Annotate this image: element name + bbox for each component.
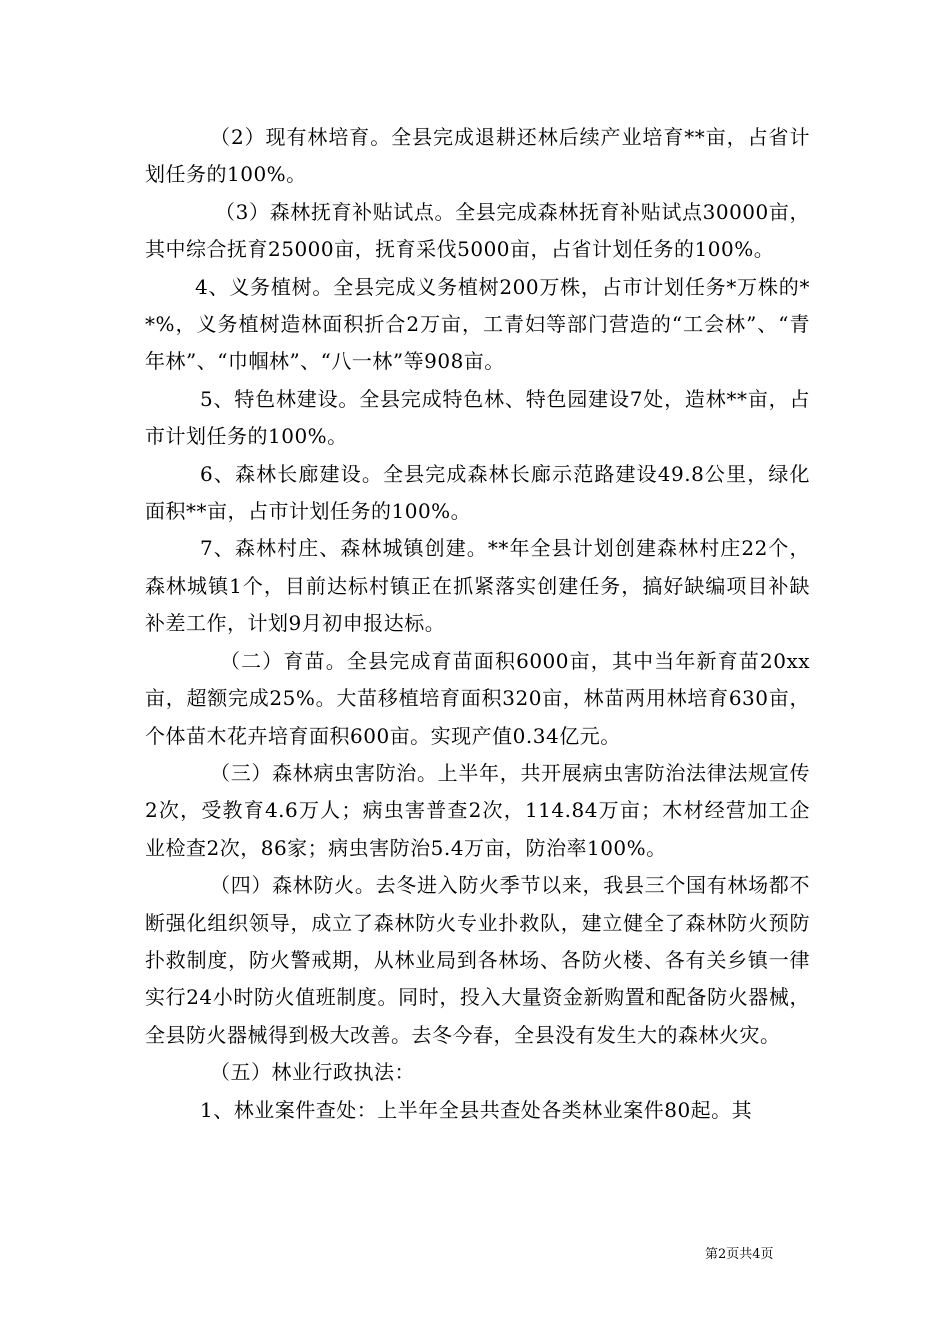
paragraph-pest-control: （三）森林病虫害防治。上半年，共开展病虫害防治法律法规宣传2次，受教育4.6万人；病虫害普查2次，114.84万亩；木材经营加工企业检查2次，86家；病虫害防治5.4万亩，防治率100%。 [145, 760, 810, 860]
paragraph-existing-forest-cultivation: （2）现有林培育。全县完成退耕还林后续产业培育**亩，占省计划任务的100%。 [145, 125, 810, 187]
paragraph-characteristic-forest: 5、特色林建设。全县完成特色林、特色园建设7处，造林**亩，占市计划任务的100%。 [145, 386, 810, 449]
paragraph-fire-prevention: （四）森林防火。去冬进入防火季节以来，我县三个国有林场都不断强化组织领导，成立了森林防火专业扑救队，建立健全了森林防火预防扑救制度，防火警戒期，从林业局到各林场、各防火楼、各有关乡镇一律实行24小时防火值班制度。同时，投入大量资金新购置和配备防火器械，全县防火器械得到极大改善。去冬今春，全县没有发生大的森林火灾。 [145, 873, 810, 1047]
paragraph-voluntary-tree-planting: 4、义务植树。全县完成义务植树200万株，占市计划任务*万株的**%，义务植树造林面积折合2万亩，工青妇等部门营造的“工会林”、“青年林”、“巾帼林”、“八一林”等908亩。 [145, 274, 810, 374]
paragraph-forest-corridor: 6、森林长廊建设。全县完成森林长廊示范路建设49.8公里，绿化面积**亩，占市计划任务的100%。 [145, 461, 810, 524]
document-body [145, 119, 810, 1129]
paragraph-seedling-nursery: （二）育苗。全县完成育苗面积6000亩，其中当年新育苗20xx亩，超额完成25%。大苗移植培育面积320亩，林苗两用林培育630亩，个体苗木花卉培育面积600亩。实现产值0.34亿元。 [145, 648, 810, 748]
paragraph-case-handling: 1、林业案件查处：上半年全县共查处各类林业案件80起。其 [200, 1097, 753, 1122]
paragraph-law-enforcement-heading: （五）林业行政执法： [210, 1060, 415, 1085]
paragraph-forest-village-town: 7、森林村庄、森林城镇创建。**年全县计划创建森林村庄22个，森林城镇1个，目前达标村镇正在抓紧落实创建任务，搞好缺编项目补缺补差工作，计划9月初申报达标。 [145, 536, 810, 636]
paragraph-forest-tending-subsidy: （3）森林抚育补贴试点。全县完成森林抚育补贴试点30000亩，其中综合抚育25000亩，抚育采伐5000亩，占省计划任务的100%。 [145, 199, 810, 262]
page-number-footer: 第2页共4页 [705, 1247, 774, 1262]
